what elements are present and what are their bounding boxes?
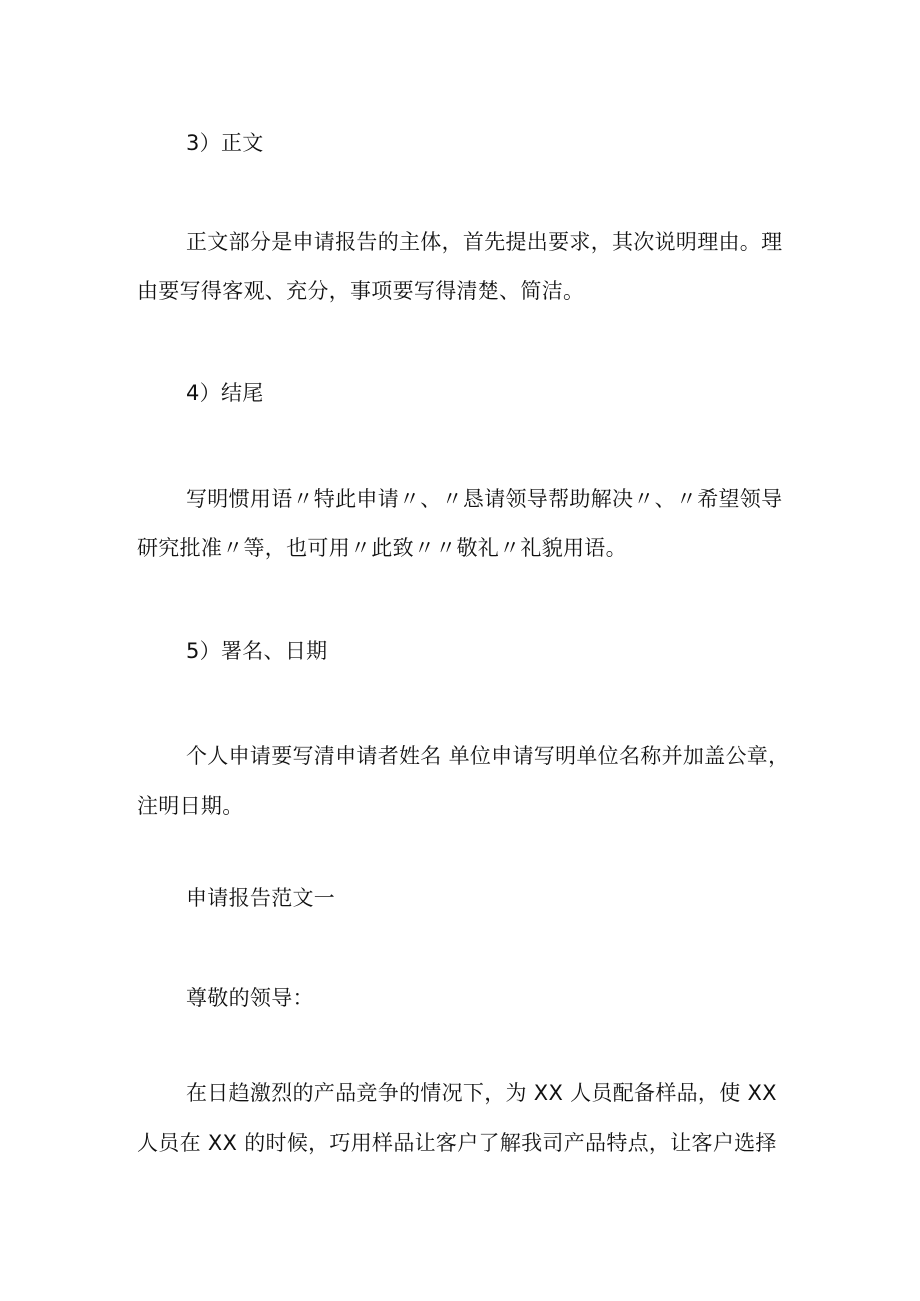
paragraph-body-line-1: 正文部分是申请报告的主体，首先提出要求，其次说明理由。理: [186, 230, 783, 254]
sample-title: 申请报告范文一: [186, 886, 336, 910]
salutation: 尊敬的领导：: [186, 986, 314, 1010]
paragraph-body-line-2: 由要写得客观、充分，事项要写得清楚、简洁。: [137, 279, 585, 303]
paragraph-signature-line-1: 个人申请要写清申请者姓名 单位申请写明单位名称并加盖公章，: [186, 744, 790, 768]
paragraph-sample-line-2: 人员在 XX 的时候，巧用样品让客户了解我司产品特点，让客户选择: [137, 1131, 777, 1155]
paragraph-sample-line-1: 在日趋激烈的产品竞争的情况下，为 XX 人员配备样品，使 XX: [186, 1081, 777, 1105]
paragraph-ending-line-1: 写明惯用语〃特此申请〃、〃恳请领导帮助解决〃、〃希望领导: [186, 487, 783, 511]
paragraph-signature-line-2: 注明日期。: [137, 794, 244, 818]
section-heading-signature: 5）署名、日期: [186, 639, 328, 663]
paragraph-ending-line-2: 研究批准〃等，也可用〃此致〃〃敬礼〃礼貌用语。: [137, 536, 627, 560]
section-heading-ending: 4）结尾: [186, 381, 264, 405]
section-heading-body: 3）正文: [186, 131, 264, 155]
